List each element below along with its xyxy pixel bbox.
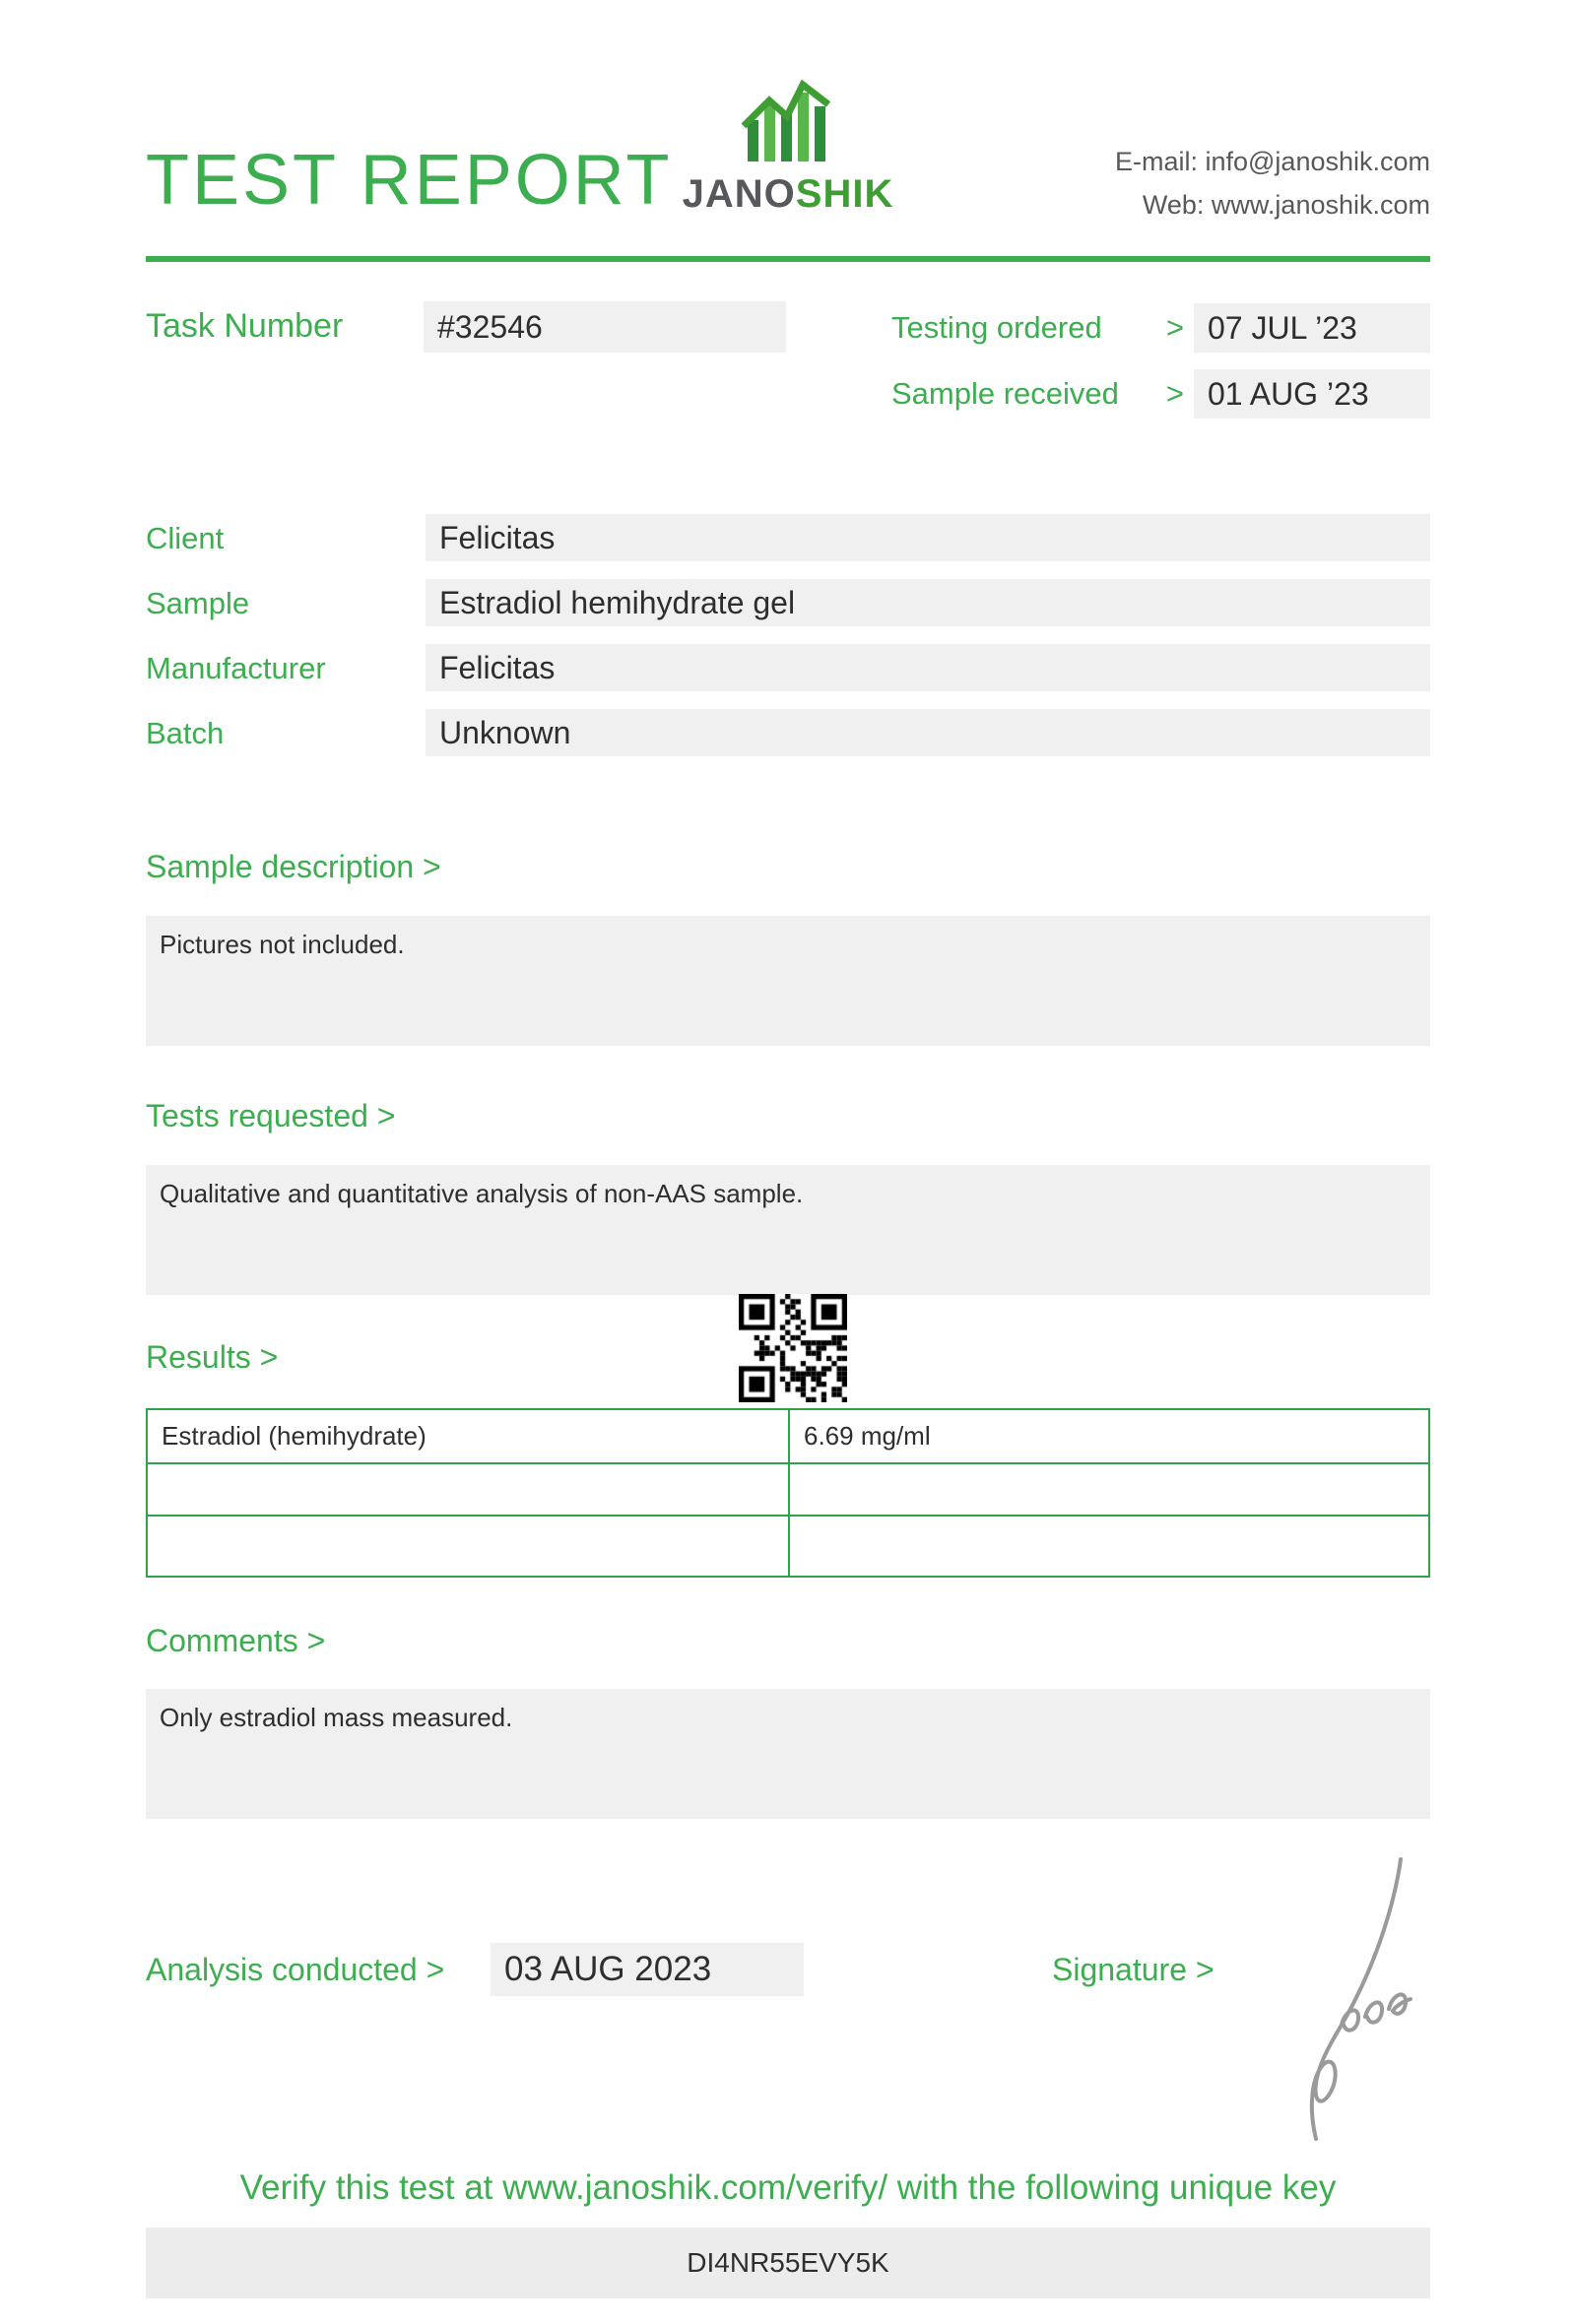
page-title: TEST REPORT [146,141,673,220]
email-value: info@janoshik.com [1205,147,1430,176]
logo-text-jano: JANO [682,172,796,216]
task-number-value: #32546 [424,301,786,353]
sample-value: Estradiol hemihydrate gel [426,579,1430,626]
analysis-conducted-label: Analysis conducted > [146,1952,445,1987]
tests-requested-box: Qualitative and quantitative analysis of non-AAS sample. [146,1165,1430,1295]
email-label: E-mail: [1114,147,1198,176]
sample-received-text: Sample received [891,376,1119,411]
testing-ordered-arrow: > [1165,310,1184,345]
results-row [148,1410,1428,1462]
sample-description-heading: Sample description > [146,849,441,884]
contact-block [1115,140,1430,226]
comments-box: Only estradiol mass measured. [146,1689,1430,1819]
sample-received-label [891,376,1184,412]
comments-heading: Comments > [146,1623,326,1658]
result-substance [148,1517,788,1576]
janoshik-logo [680,77,896,217]
results-row [148,1462,1428,1515]
web-label: Web: [1142,190,1205,220]
results-heading: Results > [146,1339,279,1375]
web-value: www.janoshik.com [1211,190,1430,220]
testing-ordered-value: 07 JUL ’23 [1194,303,1430,353]
unique-key-value: DI4NR55EVY5K [146,2227,1430,2298]
web-line [1115,183,1430,226]
manufacturer-value: Felicitas [426,644,1430,691]
result-substance: Estradiol (hemihydrate) [162,1421,427,1451]
email-line [1115,140,1430,183]
client-label: Client [146,521,225,555]
batch-value: Unknown [426,709,1430,756]
results-table [146,1408,1430,1578]
header-divider [146,256,1430,262]
analysis-date-value: 03 AUG 2023 [491,1943,804,1996]
logo-chart-icon [734,77,842,161]
client-value: Felicitas [426,514,1430,561]
qr-code [739,1294,847,1402]
testing-ordered-label [891,310,1184,346]
signature-image [1251,1851,1448,2147]
results-row [148,1515,1428,1576]
result-amount [788,1464,1428,1515]
sample-description-box: Pictures not included. [146,916,1430,1046]
result-amount: 6.69 mg/ml [788,1410,1428,1462]
batch-label: Batch [146,716,225,750]
result-amount [788,1517,1428,1576]
verify-instruction: Verify this test at www.janoshik.com/verify/ with the following unique key [239,2168,1337,2207]
logo-text-shik: SHIK [795,172,894,216]
tests-requested-heading: Tests requested > [146,1098,396,1133]
sample-received-arrow: > [1165,376,1184,411]
signature-label: Signature > [1052,1952,1215,1987]
logo-wordmark [680,172,896,217]
testing-ordered-text: Testing ordered [891,310,1102,345]
sample-label: Sample [146,586,250,620]
task-number-label: Task Number [146,307,344,345]
manufacturer-label: Manufacturer [146,651,326,685]
sample-received-value: 01 AUG ’23 [1194,369,1430,419]
result-substance [148,1464,788,1515]
